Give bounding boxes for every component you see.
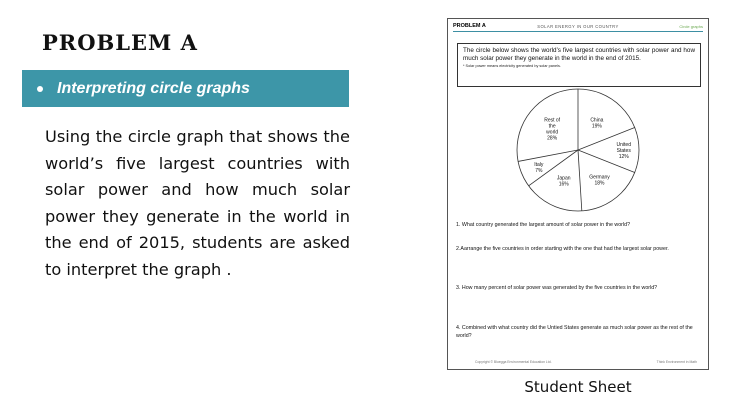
- intro-note: * Solar power means electricity generated by solar panels.: [463, 64, 561, 68]
- sheet-header-right: Circle graphs: [679, 24, 703, 29]
- pie-slice-label: Germany 18%: [589, 174, 610, 187]
- footer-tagline: Think Environment in Math: [656, 360, 697, 364]
- description-text: Using the circle graph that shows the world’s five largest countries with solar power and how much solar power they generate in the world in the end of 2015, students are asked to interpret the graph .: [45, 127, 350, 279]
- question-1: 1. What country generated the largest amount of solar power in the world?: [456, 222, 631, 228]
- intro-text: The circle below shows the world’s five largest countries with solar power and how much solar power they generate in the world in the end of 2015.: [463, 47, 695, 62]
- sheet-header-left: PROBLEM A: [453, 23, 486, 29]
- bullet-icon: [37, 86, 43, 92]
- footer-copyright: Copyright © Bluegga Environmental Education Ltd.: [475, 360, 552, 364]
- banner-text: Interpreting circle graphs: [57, 79, 250, 97]
- pie-slice-label: Japan 16%: [556, 175, 571, 188]
- question-2: 2.Aarrange the five countries in order starting with the one that had the largest solar power.: [456, 246, 669, 252]
- slide-title: PROBLEM A: [42, 30, 198, 55]
- section-banner: [22, 70, 349, 107]
- pie-slice-label: Italy 7%: [534, 161, 544, 174]
- sheet-caption: Student Sheet: [524, 378, 632, 396]
- pie-slice-label: United States 12%: [616, 142, 631, 160]
- question-3: 3. How many percent of solar power was generated by the five countries in the world?: [456, 285, 658, 291]
- student-sheet: [447, 18, 709, 370]
- question-4: 4. Combined with what country did the Untied States generate as much solar power as the rest of the world?: [456, 325, 693, 339]
- sheet-header-center: SOLAR ENERGY IN OUR COUNTRY: [537, 24, 619, 29]
- pie-slice-label: China 19%: [590, 117, 604, 130]
- pie-slice-label: Rest of the world 28%: [544, 117, 561, 142]
- sheet-footer: [453, 360, 703, 366]
- pie-chart: [448, 19, 708, 369]
